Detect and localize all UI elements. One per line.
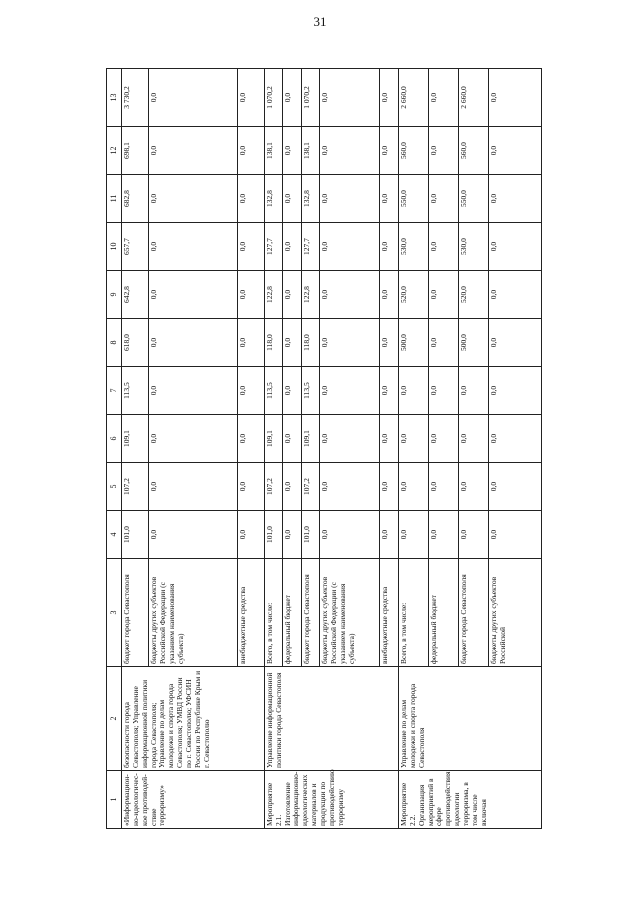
value-cell: 0,0 [320,463,380,511]
funding-source-cell: Всего, в том числе: [264,559,283,667]
value-cell: 0,0 [380,319,399,367]
value-cell: 101,0 [264,511,283,559]
table-row [264,69,283,829]
value-cell: 0,0 [283,463,302,511]
value-cell: 0,0 [149,223,237,271]
value-cell: 0,0 [283,271,302,319]
value-cell: 0,0 [380,69,399,127]
value-cell: 0,0 [149,367,237,415]
value-cell: 0,0 [429,415,459,463]
value-cell: 0,0 [489,463,542,511]
funding-source-cell: бюджеты других субъектов Российской Федерации (с указанием наименования субъекта) [320,559,380,667]
value-cell: 0,0 [429,223,459,271]
value-cell: 0,0 [399,511,429,559]
value-cell: 138,1 [301,127,320,175]
funding-source-cell: бюджет города Севастополя [459,559,489,667]
value-cell: 0,0 [237,511,264,559]
page-number: 31 [313,14,327,29]
value-cell: 107,2 [264,463,283,511]
value-cell: 0,0 [237,415,264,463]
value-cell: 0,0 [489,319,542,367]
value-cell: 1 070,2 [301,69,320,127]
value-cell: 0,0 [489,69,542,127]
funding-source-cell: федеральный бюджет [283,559,302,667]
value-cell: 0,0 [399,415,429,463]
value-cell: 0,0 [489,415,542,463]
value-cell: 0,0 [429,175,459,223]
value-cell: 0,0 [149,175,237,223]
value-cell: 0,0 [237,223,264,271]
value-cell: 138,1 [264,127,283,175]
value-cell: 0,0 [380,223,399,271]
value-cell: 0,0 [283,175,302,223]
value-cell: 0,0 [429,511,459,559]
value-cell: 0,0 [380,463,399,511]
value-cell: 642,8 [122,271,149,319]
column-header: 10 [107,223,122,271]
value-cell: 0,0 [429,463,459,511]
value-cell: 0,0 [489,127,542,175]
value-cell: 0,0 [459,367,489,415]
value-cell: 520,0 [459,271,489,319]
value-cell: 0,0 [237,175,264,223]
value-cell: 0,0 [380,271,399,319]
value-cell: 0,0 [429,319,459,367]
value-cell: 0,0 [283,69,302,127]
value-cell: 0,0 [429,367,459,415]
value-cell: 0,0 [237,463,264,511]
column-header: 1 [107,771,122,829]
funding-source-cell: Всего, в том числе: [399,559,429,667]
value-cell: 0,0 [320,127,380,175]
value-cell: 0,0 [283,319,302,367]
value-cell: 0,0 [459,511,489,559]
value-cell: 0,0 [283,511,302,559]
value-cell: 0,0 [429,271,459,319]
value-cell: 560,0 [459,127,489,175]
value-cell: 0,0 [320,271,380,319]
value-cell: 0,0 [459,415,489,463]
executor-cell: безопасности города Севастополя; Управление информационной политики города Севастополя; Управление по делам молодежи и спорта города Севастополя; УМВД России по г. Севастополю; УФСИН России по Республике Крым и г. Севастополю [122,667,265,771]
value-cell: 0,0 [149,463,237,511]
value-cell: 0,0 [489,223,542,271]
executor-cell: Управление информационной политики города Севастополя [264,667,398,771]
measure-name-cell: Мероприятие 2.2. Организация мероприятий в сфере противодействия идеологии терроризма, в том числе включая [399,771,542,829]
value-cell: 0,0 [489,175,542,223]
value-cell: 0,0 [320,415,380,463]
value-cell: 127,7 [264,223,283,271]
funding-source-cell: бюджет города Севастополя [122,559,149,667]
value-cell: 0,0 [237,319,264,367]
value-cell: 0,0 [399,367,429,415]
column-header: 9 [107,271,122,319]
column-header: 5 [107,463,122,511]
value-cell: 618,0 [122,319,149,367]
value-cell: 0,0 [237,127,264,175]
value-cell: 0,0 [380,367,399,415]
value-cell: 0,0 [149,69,237,127]
value-cell: 3 730,2 [122,69,149,127]
column-header: 3 [107,559,122,667]
value-cell: 0,0 [320,511,380,559]
value-cell: 0,0 [320,223,380,271]
measure-name-cell: Мероприятие 2.1. Изготовление информационно-идеологических материалов и продукции по противодействию терроризму [264,771,398,829]
value-cell: 118,0 [301,319,320,367]
value-cell: 1 070,2 [264,69,283,127]
value-cell: 0,0 [489,271,542,319]
value-cell: 0,0 [149,511,237,559]
column-header: 6 [107,415,122,463]
value-cell: 109,1 [122,415,149,463]
value-cell: 2 660,0 [399,69,429,127]
value-cell: 657,7 [122,223,149,271]
value-cell: 0,0 [399,463,429,511]
value-cell: 118,0 [264,319,283,367]
column-header: 2 [107,667,122,771]
value-cell: 520,0 [399,271,429,319]
value-cell: 0,0 [237,69,264,127]
value-cell: 0,0 [283,223,302,271]
value-cell: 530,0 [399,223,429,271]
column-header: 8 [107,319,122,367]
value-cell: 0,0 [429,69,459,127]
value-cell: 2 660,0 [459,69,489,127]
measure-name-cell: «Информацион-но-идеологичес-кое противодей-ствие терроризму» [122,771,265,829]
executor-cell: Управление по делам молодежи и спорта города Севастополя [399,667,542,771]
value-cell: 500,0 [459,319,489,367]
budget-table [106,68,542,829]
value-cell: 560,0 [399,127,429,175]
value-cell: 0,0 [380,127,399,175]
funding-source-cell: бюджеты других субъектов Российской [489,559,542,667]
funding-source-cell: бюджет города Севастополя [301,559,320,667]
value-cell: 0,0 [283,415,302,463]
value-cell: 500,0 [399,319,429,367]
value-cell: 0,0 [320,367,380,415]
value-cell: 682,8 [122,175,149,223]
value-cell: 0,0 [283,367,302,415]
value-cell: 113,5 [264,367,283,415]
value-cell: 122,8 [301,271,320,319]
value-cell: 0,0 [380,175,399,223]
value-cell: 101,0 [301,511,320,559]
value-cell: 109,1 [264,415,283,463]
value-cell: 132,8 [301,175,320,223]
value-cell: 107,2 [301,463,320,511]
value-cell: 113,5 [122,367,149,415]
funding-source-cell: бюджеты других субъектов Российской Федерации (с указанием наименования субъекта) [149,559,237,667]
funding-source-cell: федеральный бюджет [429,559,459,667]
value-cell: 0,0 [149,127,237,175]
value-cell: 0,0 [459,463,489,511]
value-cell: 0,0 [429,127,459,175]
funding-source-cell: внебюджетные средства [380,559,399,667]
value-cell: 0,0 [320,175,380,223]
value-cell: 0,0 [320,69,380,127]
value-cell: 113,5 [301,367,320,415]
column-header: 11 [107,175,122,223]
column-header: 13 [107,69,122,127]
value-cell: 0,0 [320,319,380,367]
value-cell: 0,0 [237,367,264,415]
funding-source-cell: внебюджетные средства [237,559,264,667]
value-cell: 550,0 [399,175,429,223]
value-cell: 101,0 [122,511,149,559]
value-cell: 127,7 [301,223,320,271]
value-cell: 0,0 [380,511,399,559]
value-cell: 0,0 [237,271,264,319]
value-cell: 109,1 [301,415,320,463]
table-row [122,69,149,829]
value-cell: 0,0 [283,127,302,175]
table-body [122,69,542,829]
value-cell: 0,0 [380,415,399,463]
rotated-table-page [106,69,542,829]
value-cell: 550,0 [459,175,489,223]
value-cell: 0,0 [149,415,237,463]
value-cell: 0,0 [149,319,237,367]
table-row [399,69,429,829]
column-header: 4 [107,511,122,559]
value-cell: 107,2 [122,463,149,511]
column-header: 7 [107,367,122,415]
header-row [107,69,122,829]
value-cell: 698,1 [122,127,149,175]
value-cell: 0,0 [489,511,542,559]
column-header: 12 [107,127,122,175]
value-cell: 122,8 [264,271,283,319]
value-cell: 0,0 [149,271,237,319]
value-cell: 132,8 [264,175,283,223]
value-cell: 0,0 [489,367,542,415]
value-cell: 530,0 [459,223,489,271]
